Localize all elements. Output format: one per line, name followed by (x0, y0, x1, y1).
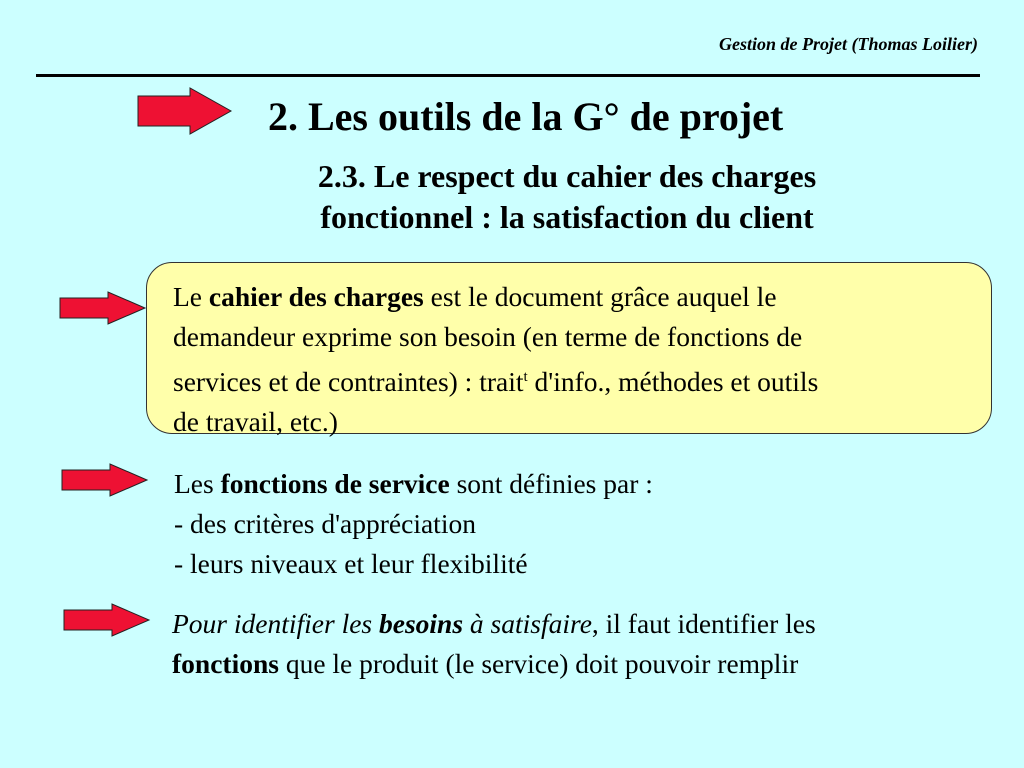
besoins-keyword: besoins (379, 608, 464, 639)
fonctions-item-1: - des critères d'appréciation (174, 508, 476, 539)
fonctions-keyword-2: fonctions (172, 648, 279, 679)
fonctions-de-service-block (174, 464, 653, 584)
fonctions-arrow-icon (60, 462, 150, 498)
title-arrow-icon (136, 86, 234, 136)
besoins-line-2: fonctions que le produit (le service) doit pouvoir remplir (172, 648, 799, 679)
callout-arrow-icon (58, 290, 148, 326)
besoins-block (172, 604, 816, 684)
slide-title: 2. Les outils de la G° de projet (268, 94, 784, 139)
slide-header: Gestion de Projet (Thomas Loilier) (719, 34, 978, 54)
besoins-arrow-icon (62, 602, 152, 638)
header-divider (36, 74, 980, 77)
fonctions-line-1: Les fonctions de service sont définies par : (174, 468, 653, 499)
slide-subtitle (200, 156, 934, 238)
callout-line-4: de travail, etc.) (173, 406, 338, 438)
subtitle-line-2: fonctionnel : la satisfaction du client (320, 199, 814, 235)
callout-line-3: services et de contraintes) : trait$^t$ d'info., méthodes et outils (173, 366, 819, 398)
subtitle-line-1: 2.3. Le respect du cahier des charges (317, 158, 817, 194)
fonctions-keyword: fonctions de service (220, 468, 450, 499)
callout-line-2: demandeur exprime son besoin (en terme de fonctions de (173, 321, 803, 352)
callout-line-1: Le cahier des charges est le document grâce auquel le (173, 281, 777, 312)
callout-keyword: cahier des charges (208, 281, 424, 312)
besoins-line-1: Pour identifier les besoins à satisfaire, il faut identifier les (172, 608, 816, 639)
fonctions-item-2: - leurs niveaux et leur flexibilité (174, 548, 528, 579)
cahier-des-charges-callout (146, 262, 992, 438)
